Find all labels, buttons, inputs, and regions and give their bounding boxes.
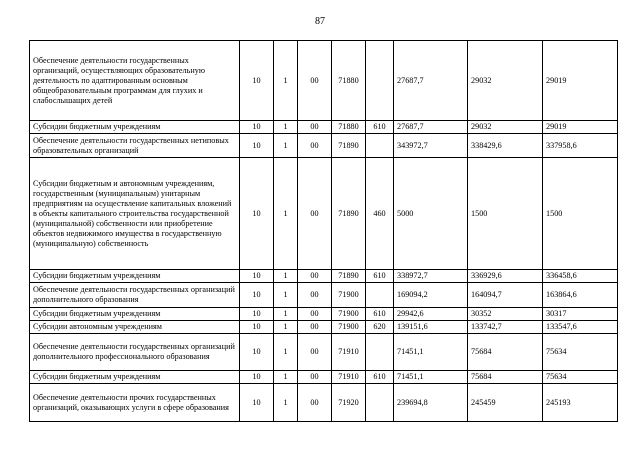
amount-year-3-cell: 245193 bbox=[543, 384, 618, 422]
table-row bbox=[30, 158, 618, 270]
section-code-cell: 10 bbox=[240, 321, 274, 334]
program-code-cell: 00 bbox=[298, 158, 332, 270]
row-name-cell: Субсидии бюджетным учреждениям bbox=[30, 308, 240, 321]
amount-year-2-cell: 245459 bbox=[468, 384, 543, 422]
program-code-cell: 00 bbox=[298, 41, 332, 121]
amount-year-3-cell: 163864,6 bbox=[543, 283, 618, 308]
expense-type-code-cell: 610 bbox=[366, 371, 394, 384]
table-row bbox=[30, 308, 618, 321]
expense-type-code-cell bbox=[366, 334, 394, 371]
target-article-code-cell: 71910 bbox=[332, 371, 366, 384]
table-row bbox=[30, 384, 618, 422]
expense-type-code-cell: 610 bbox=[366, 121, 394, 134]
amount-year-3-cell: 336458,6 bbox=[543, 270, 618, 283]
program-code-cell: 00 bbox=[298, 134, 332, 158]
target-article-code-cell: 71890 bbox=[332, 134, 366, 158]
amount-year-2-cell: 336929,6 bbox=[468, 270, 543, 283]
expense-type-code-cell bbox=[366, 134, 394, 158]
program-code-cell: 00 bbox=[298, 121, 332, 134]
expense-type-code-cell: 460 bbox=[366, 158, 394, 270]
subsection-code-cell: 1 bbox=[274, 270, 298, 283]
subsection-code-cell: 1 bbox=[274, 158, 298, 270]
row-name-cell: Субсидии автономным учреждениям bbox=[30, 321, 240, 334]
amount-year-1-cell: 5000 bbox=[394, 158, 468, 270]
program-code-cell: 00 bbox=[298, 321, 332, 334]
amount-year-2-cell: 133742,7 bbox=[468, 321, 543, 334]
amount-year-1-cell: 239694,8 bbox=[394, 384, 468, 422]
expense-type-code-cell bbox=[366, 41, 394, 121]
table-row bbox=[30, 270, 618, 283]
row-name-cell: Субсидии бюджетным учреждениям bbox=[30, 121, 240, 134]
program-code-cell: 00 bbox=[298, 384, 332, 422]
amount-year-3-cell: 337958,6 bbox=[543, 134, 618, 158]
row-name-cell: Обеспечение деятельности государственных организаций дополнительного образования bbox=[30, 283, 240, 308]
row-name-cell: Субсидии бюджетным учреждениям bbox=[30, 270, 240, 283]
table-row bbox=[30, 321, 618, 334]
program-code-cell: 00 bbox=[298, 283, 332, 308]
section-code-cell: 10 bbox=[240, 384, 274, 422]
amount-year-2-cell: 29032 bbox=[468, 121, 543, 134]
amount-year-1-cell: 338972,7 bbox=[394, 270, 468, 283]
row-name-cell: Субсидии бюджетным и автономным учреждениям, государственным (муниципальным) унитарным предприятиям на осуществление капитальных вложений в объекты капитального строительства государственной (муниципальной) собственности или приобретение объектов недвижимого имущества в государственную (муниципальную) собственность bbox=[30, 158, 240, 270]
table-body bbox=[30, 41, 618, 422]
target-article-code-cell: 71900 bbox=[332, 308, 366, 321]
program-code-cell: 00 bbox=[298, 308, 332, 321]
amount-year-2-cell: 75684 bbox=[468, 371, 543, 384]
section-code-cell: 10 bbox=[240, 308, 274, 321]
page-number: 87 bbox=[315, 16, 325, 27]
amount-year-1-cell: 139151,6 bbox=[394, 321, 468, 334]
subsection-code-cell: 1 bbox=[274, 121, 298, 134]
target-article-code-cell: 71900 bbox=[332, 321, 366, 334]
target-article-code-cell: 71890 bbox=[332, 270, 366, 283]
row-name-cell: Субсидии бюджетным учреждениям bbox=[30, 371, 240, 384]
subsection-code-cell: 1 bbox=[274, 321, 298, 334]
amount-year-3-cell: 75634 bbox=[543, 371, 618, 384]
table-row bbox=[30, 41, 618, 121]
amount-year-1-cell: 27687,7 bbox=[394, 121, 468, 134]
amount-year-1-cell: 169094,2 bbox=[394, 283, 468, 308]
table-row bbox=[30, 334, 618, 371]
subsection-code-cell: 1 bbox=[274, 41, 298, 121]
amount-year-1-cell: 29942,6 bbox=[394, 308, 468, 321]
row-name-cell: Обеспечение деятельности государственных организаций, осуществляющих образовательную деятельность по адаптированным основным общеобразовательным программам для глухих и слабослышащих детей bbox=[30, 41, 240, 121]
amount-year-2-cell: 338429,6 bbox=[468, 134, 543, 158]
section-code-cell: 10 bbox=[240, 334, 274, 371]
program-code-cell: 00 bbox=[298, 371, 332, 384]
amount-year-1-cell: 71451,1 bbox=[394, 371, 468, 384]
amount-year-2-cell: 1500 bbox=[468, 158, 543, 270]
table-row bbox=[30, 371, 618, 384]
amount-year-2-cell: 75684 bbox=[468, 334, 543, 371]
section-code-cell: 10 bbox=[240, 270, 274, 283]
target-article-code-cell: 71890 bbox=[332, 158, 366, 270]
expense-type-code-cell bbox=[366, 283, 394, 308]
target-article-code-cell: 71900 bbox=[332, 283, 366, 308]
row-name-cell: Обеспечение деятельности прочих государственных организаций, оказывающих услуги в сфере образования bbox=[30, 384, 240, 422]
amount-year-3-cell: 1500 bbox=[543, 158, 618, 270]
section-code-cell: 10 bbox=[240, 41, 274, 121]
subsection-code-cell: 1 bbox=[274, 334, 298, 371]
amount-year-3-cell: 29019 bbox=[543, 41, 618, 121]
subsection-code-cell: 1 bbox=[274, 283, 298, 308]
target-article-code-cell: 71910 bbox=[332, 334, 366, 371]
subsection-code-cell: 1 bbox=[274, 371, 298, 384]
expense-type-code-cell bbox=[366, 384, 394, 422]
section-code-cell: 10 bbox=[240, 158, 274, 270]
row-name-cell: Обеспечение деятельности государственных нетиповых образовательных организаций bbox=[30, 134, 240, 158]
amount-year-2-cell: 29032 bbox=[468, 41, 543, 121]
target-article-code-cell: 71880 bbox=[332, 41, 366, 121]
subsection-code-cell: 1 bbox=[274, 134, 298, 158]
table-row bbox=[30, 283, 618, 308]
program-code-cell: 00 bbox=[298, 334, 332, 371]
table-row bbox=[30, 134, 618, 158]
expense-type-code-cell: 610 bbox=[366, 270, 394, 283]
subsection-code-cell: 1 bbox=[274, 308, 298, 321]
amount-year-3-cell: 29019 bbox=[543, 121, 618, 134]
expense-type-code-cell: 610 bbox=[366, 308, 394, 321]
amount-year-3-cell: 30317 bbox=[543, 308, 618, 321]
amount-year-3-cell: 133547,6 bbox=[543, 321, 618, 334]
amount-year-1-cell: 27687,7 bbox=[394, 41, 468, 121]
section-code-cell: 10 bbox=[240, 134, 274, 158]
budget-table bbox=[29, 40, 618, 422]
section-code-cell: 10 bbox=[240, 283, 274, 308]
row-name-cell: Обеспечение деятельности государственных организаций дополнительного профессионального образования bbox=[30, 334, 240, 371]
amount-year-1-cell: 343972,7 bbox=[394, 134, 468, 158]
amount-year-3-cell: 75634 bbox=[543, 334, 618, 371]
program-code-cell: 00 bbox=[298, 270, 332, 283]
amount-year-1-cell: 71451,1 bbox=[394, 334, 468, 371]
amount-year-2-cell: 30352 bbox=[468, 308, 543, 321]
subsection-code-cell: 1 bbox=[274, 384, 298, 422]
amount-year-2-cell: 164094,7 bbox=[468, 283, 543, 308]
section-code-cell: 10 bbox=[240, 121, 274, 134]
table-row bbox=[30, 121, 618, 134]
target-article-code-cell: 71920 bbox=[332, 384, 366, 422]
target-article-code-cell: 71880 bbox=[332, 121, 366, 134]
section-code-cell: 10 bbox=[240, 371, 274, 384]
expense-type-code-cell: 620 bbox=[366, 321, 394, 334]
